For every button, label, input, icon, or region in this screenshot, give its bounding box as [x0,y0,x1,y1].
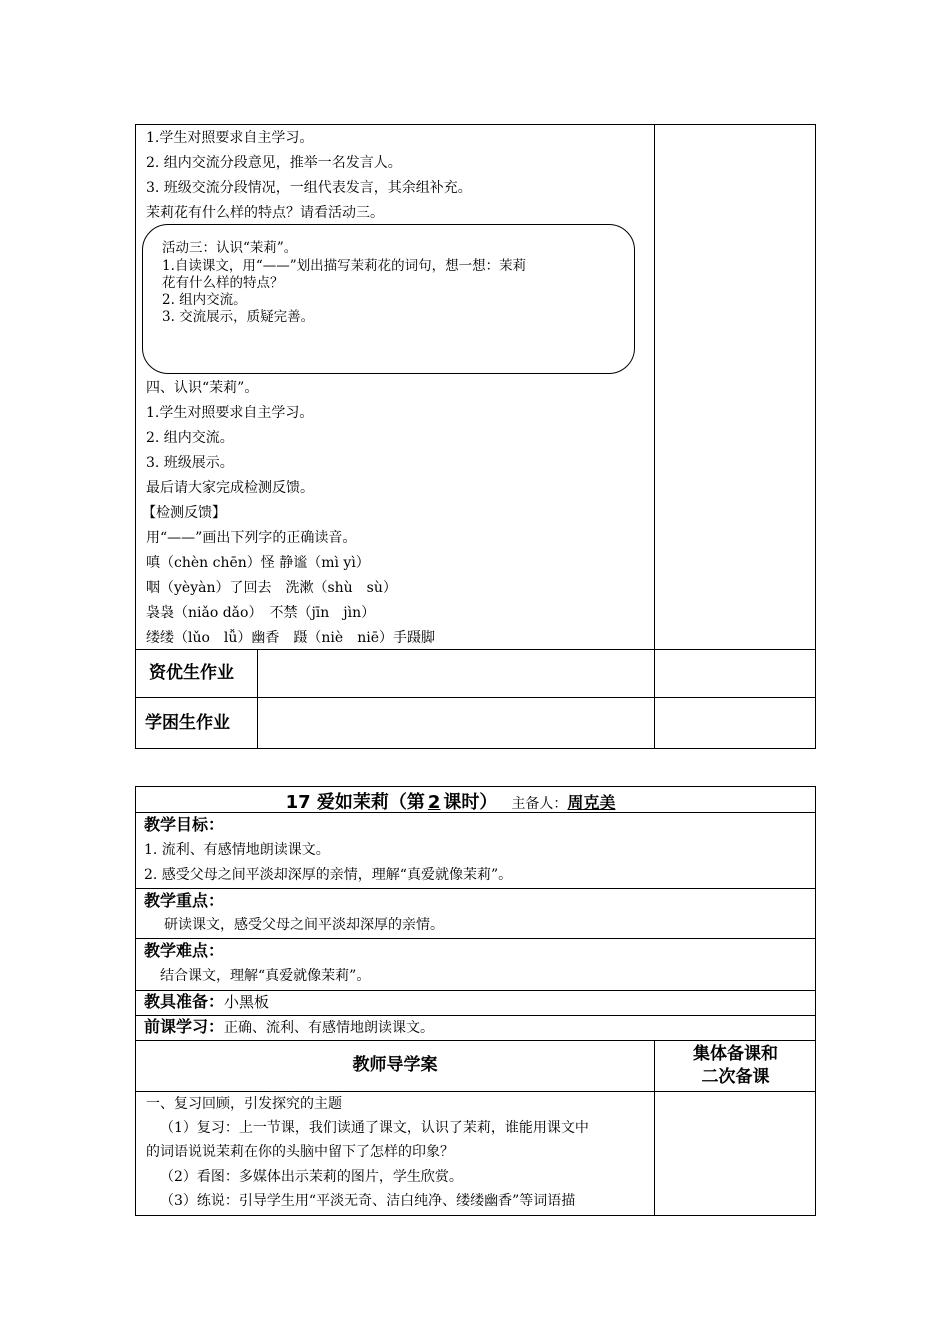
feedback-heading: 【检测反馈】 [142,505,226,521]
lesson-title [136,788,815,814]
group-prep-header [655,1043,816,1089]
activity-title: 活动三：认识“茉莉”。 [162,240,298,256]
step-line: 2. 组内交流分段意见，推举一名发言人。 [146,155,402,171]
pinyin-line: 嗔（chèn chēn）怪 静谧（mì yì） [146,555,370,571]
goal-item: 2. 感受父母之间平淡却深厚的亲情，理解“真爱就像茉莉”。 [144,867,513,883]
guide-line: 一、复习回顾，引发探究的主题 [146,1096,342,1112]
row-divider [136,1091,815,1092]
pre-study-label: 前课学习： [144,1017,225,1036]
gifted-homework-label: 资优生作业 [149,663,234,683]
tools-label: 教具准备： [144,992,225,1011]
step-line: 1.学生对照要求自主学习。 [146,130,314,146]
step-line: 3. 班级展示。 [146,455,234,471]
activity-line: 花有什么样的特点？ [162,275,284,291]
struggling-homework-label: 学困生作业 [145,713,230,733]
difficulty-text-value: 结合课文，理解“真爱就像茉莉”。 [160,968,371,984]
step-line: 茉莉花有什么样的特点？请看活动三。 [146,205,384,221]
step-line: 1.学生对照要求自主学习。 [146,405,314,421]
lesson-title-prefix: 17 爱如茉莉（第 [285,792,425,813]
lesson-table-top [135,124,816,749]
preparer-label: 主备人： [511,796,568,812]
column-divider [654,125,655,748]
focus-text [164,916,444,934]
tools-text: 小黑板 [224,993,270,1011]
difficulty-label: 教学难点： [144,941,225,960]
pinyin-line: 袅袅（niǎo dǎo） 不禁（jīn jìn） [146,605,376,621]
lesson-number: 2 [427,792,441,813]
row-divider [136,697,815,698]
pre-study-text: 正确、流利、有感情地朗读课文。 [224,1020,435,1036]
step-line: 2. 组内交流。 [146,430,234,446]
section-heading: 四、认识“茉莉”。 [146,380,259,396]
label-column-divider [257,649,258,748]
row-divider [136,1040,815,1041]
lesson-title-suffix: 课时） [443,792,498,813]
row-divider [136,938,815,939]
step-line: 最后请大家完成检测反馈。 [146,480,314,496]
step-line: 3. 班级交流分段情况，一组代表发言，其余组补充。 [146,180,472,196]
teacher-guide-header: 教师导学案 [352,1055,438,1075]
group-prep-header-line1: 集体备课和 [693,1044,778,1064]
activity-box [142,224,635,374]
difficulty-text [160,967,370,985]
row-divider [136,649,815,650]
activity-line: 3. 交流展示，质疑完善。 [162,309,315,325]
activity-line: 1.自读课文，用“——”划出描写茉莉花的词句，想一想：茉莉 [162,258,527,274]
guide-line: 的词语说说茉莉在你的头脑中留下了怎样的印象？ [146,1144,454,1160]
preparer-name: 周克美 [567,793,616,812]
goals-label: 教学目标： [144,815,225,834]
feedback-instruction: 用“——”画出下列字的正确读音。 [146,530,357,546]
pinyin-line: 咽（yèyàn）了回去 洗漱（shù sù） [146,580,397,596]
pre-study-row [144,1016,434,1039]
pinyin-line: 缕缕（lǔo lǚ）幽香 蹑（niè niē）手蹑脚 [146,630,435,646]
lesson-table-bottom [135,786,816,1216]
tools-row [144,991,269,1013]
row-divider [136,888,815,889]
focus-label: 教学重点： [144,891,225,910]
guide-line: （2）看图：多媒体出示茉莉的图片，学生欣赏。 [160,1169,463,1185]
group-prep-header-line2: 二次备课 [701,1067,770,1087]
focus-text-value: 研读课文，感受父母之间平淡却深厚的亲情。 [164,917,444,933]
guide-line: （3）练说：引导学生用“平淡无奇、洁白纯净、缕缕幽香”等词语描 [160,1193,576,1209]
guide-line: （1）复习：上一节课，我们读通了课文，认识了茉莉，谁能用课文中 [160,1120,589,1136]
goal-item: 1. 流利、有感情地朗读课文。 [144,842,330,858]
activity-line: 2. 组内交流。 [162,292,247,308]
